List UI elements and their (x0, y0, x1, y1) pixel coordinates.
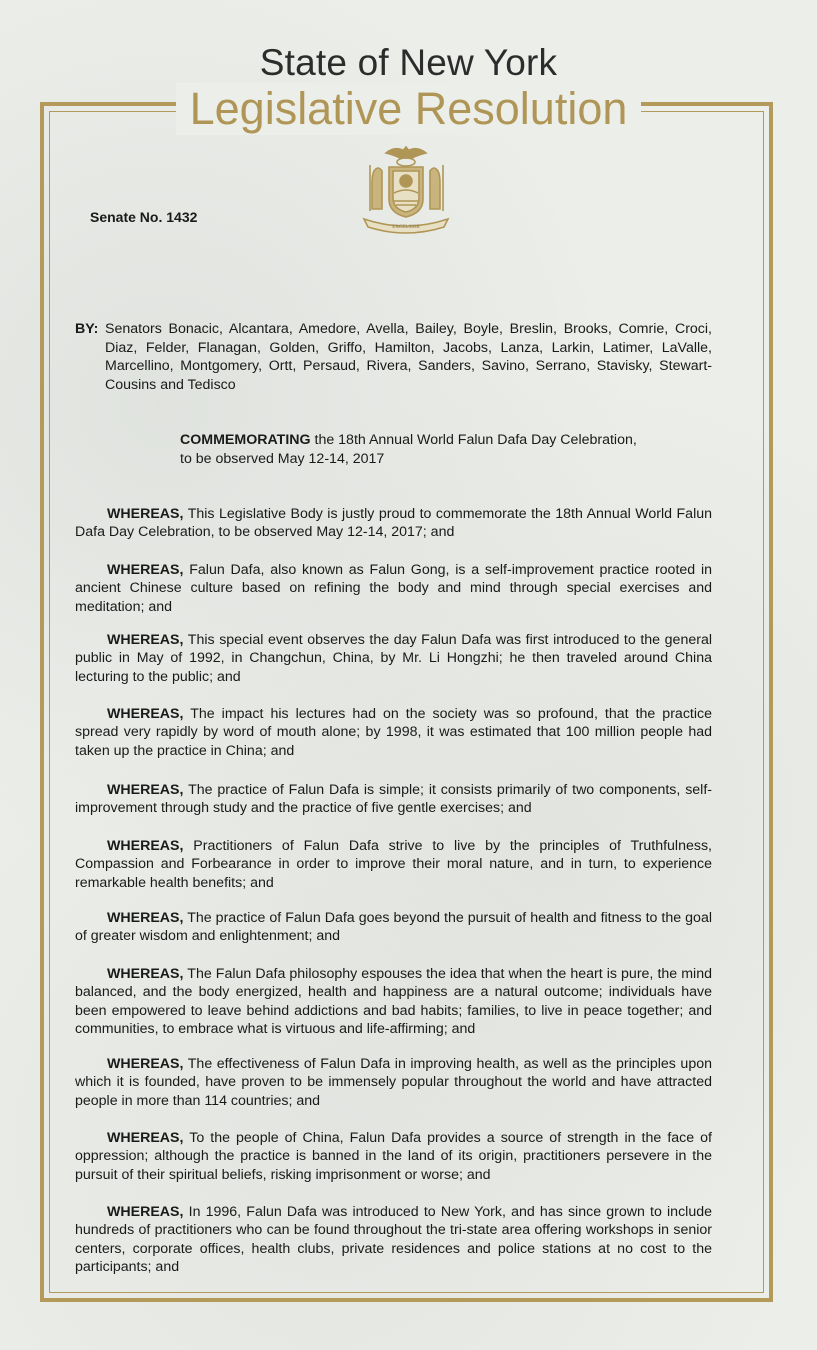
legislative-resolution-title: Legislative Resolution (176, 83, 642, 135)
whereas-clause (75, 631, 712, 686)
whereas-clause (75, 837, 712, 892)
commemorating-text: the 18th Annual World Falun Dafa Day Celebration, to be observed May 12-14, 2017 (180, 432, 637, 467)
whereas-keyword: WHEREAS, (107, 782, 184, 798)
whereas-text: Falun Dafa, also known as Falun Gong, is a self-improvement practice rooted in ancient Chinese culture based on refining the body and mind through special exercises and meditation; and (75, 562, 712, 615)
commemorating-clause (180, 431, 640, 468)
whereas-keyword: WHEREAS, (107, 1130, 184, 1146)
whereas-text: To the people of China, Falun Dafa provides a source of strength in the face of oppression; although the practice is banned in the land of its origin, practitioners persevere in the pursuit of their spiritual beliefs, risking imprisonment or worse; and (75, 1130, 712, 1183)
whereas-keyword: WHEREAS, (107, 506, 184, 522)
whereas-clause (75, 705, 712, 760)
whereas-text: Practitioners of Falun Dafa strive to live by the principles of Truthfulness, Compassion and Forbearance in order to improve their moral nature, and in turn, to experience remarkable health benefits; and (75, 838, 712, 891)
whereas-text: The impact his lectures had on the society was so profound, that the practice spread very rapidly by word of mouth alone; by 1998, it was estimated that 100 million people had taken up the practice in China; and (75, 706, 712, 759)
whereas-clause (75, 781, 712, 818)
whereas-clause (75, 1129, 712, 1184)
subtitle-wrap (0, 83, 817, 135)
whereas-text: This special event observes the day Falun Dafa was first introduced to the general public in May of 1992, in Changchun, China, by Mr. Li Hongzhi; he then traveled around China lecturing to the public; and (75, 632, 712, 685)
whereas-keyword: WHEREAS, (107, 1056, 184, 1072)
whereas-clause (75, 965, 712, 1039)
whereas-text: The practice of Falun Dafa goes beyond the pursuit of health and fitness to the goal of greater wisdom and enlightenment; and (75, 910, 712, 945)
svg-text:EXCELSIOR: EXCELSIOR (392, 225, 420, 230)
senate-number: Senate No. 1432 (90, 209, 198, 225)
whereas-clause (75, 909, 712, 946)
whereas-keyword: WHEREAS, (107, 562, 184, 578)
whereas-clause (75, 1203, 712, 1277)
whereas-text: In 1996, Falun Dafa was introduced to New York, and has since grown to include hundreds of practitioners who can be found throughout the tri-state area offering workshops in senior centers, corporate offices, health clubs, private residences and police stations at no cost to the participants; and (75, 1204, 712, 1276)
sponsors-list: Senators Bonacic, Alcantara, Amedore, Avella, Bailey, Boyle, Breslin, Brooks, Comrie, Croci, Diaz, Felder, Flanagan, Golden, Griffo, Hamilton, Jacobs, Lanza, Larkin, Latimer, LaValle, Marcellino, Montgomery, Ortt, Persaud, Rivera, Sanders, Savino, Serrano, Stavisky, Stewart-Cousins and Tedisco (105, 321, 712, 393)
whereas-keyword: WHEREAS, (107, 910, 184, 926)
whereas-text: This Legislative Body is justly proud to commemorate the 18th Annual World Falun Dafa Day Celebration, to be observed May 12-14, 2017; and (75, 506, 712, 541)
sponsors-block (75, 320, 712, 394)
whereas-clause (75, 1055, 712, 1110)
whereas-text: The practice of Falun Dafa is simple; it consists primarily of two components, self-improvement through study and the practice of five gentle exercises; and (75, 782, 712, 817)
whereas-text: The effectiveness of Falun Dafa in improving health, as well as the principles upon which it is founded, have proven to be immensely popular throughout the world and have attracted people in more than 114 countries; and (75, 1056, 712, 1109)
whereas-text: The Falun Dafa philosophy espouses the idea that when the heart is pure, the mind balanced, and the body energized, health and happiness are a natural outcome; individuals have been empowered to leave behind addictions and bad habits; families, to live in peace together; and communities, to embrace what is virtuous and life-affirming; and (75, 966, 712, 1038)
new-york-state-seal-icon (356, 143, 456, 235)
whereas-keyword: WHEREAS, (107, 706, 184, 722)
state-title: State of New York (259, 42, 558, 83)
whereas-keyword: WHEREAS, (107, 838, 184, 854)
whereas-keyword: WHEREAS, (107, 632, 184, 648)
whereas-keyword: WHEREAS, (107, 1204, 184, 1220)
whereas-clause (75, 505, 712, 542)
inner-gold-border (49, 111, 764, 1293)
whereas-clause (75, 561, 712, 616)
sponsors-label: BY: (75, 321, 99, 337)
commemorating-keyword: COMMEMORATING (180, 432, 311, 448)
whereas-keyword: WHEREAS, (107, 966, 184, 982)
